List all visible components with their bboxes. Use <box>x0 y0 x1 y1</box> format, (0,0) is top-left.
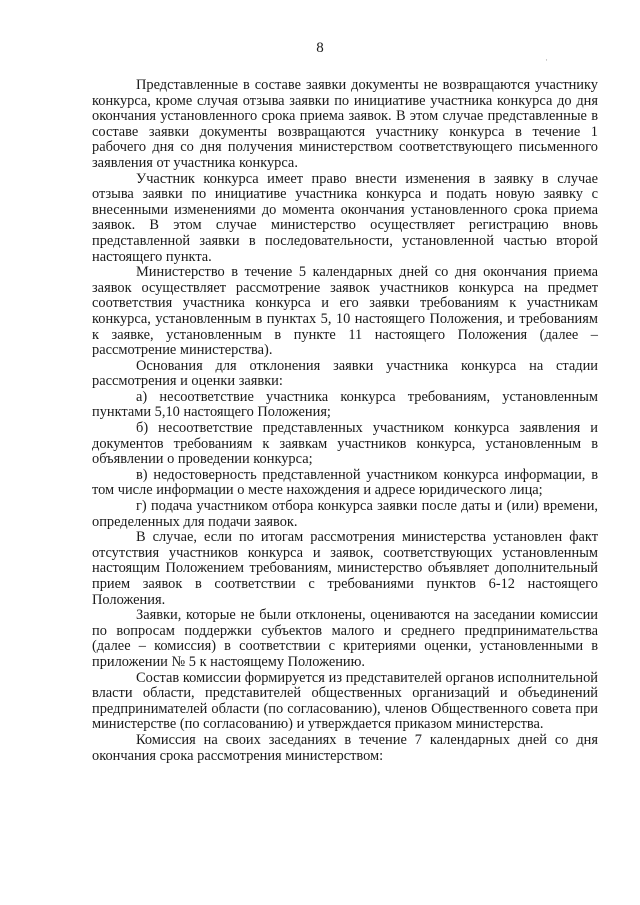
paragraph-rejection-grounds: Основания для отклонения заявки участника конкурса на стадии рассмотрения и оценки заявки: <box>92 357 598 390</box>
document-body <box>92 78 598 764</box>
page-number: 8 <box>316 40 324 56</box>
margin-mark: · <box>545 55 548 65</box>
paragraph-item-b: б) несоответствие представленных участником конкурса заявления и документов требованиям к заявкам участников конкурса, установленным в объявлении о проведении конкурса; <box>92 420 598 468</box>
paragraph-additional-intake: В случае, если по итогам рассмотрения министерства установлен факт отсутствия участников конкурса и заявок, соответствующих установленным настоящим Положением требованиям, министерство объявляет дополнительный прием заявок в соответствии с требованиями пунктов 6-12 настоящего Положения. <box>92 529 598 608</box>
paragraph-item-v: в) недостоверность представленной участником конкурса информации, в том числе информации о месте нахождения и адресе юридического лица; <box>92 466 598 499</box>
paragraph-commission-evaluation: Заявки, которые не были отклонены, оцениваются на заседании комиссии по вопросам поддержки субъектов малого и среднего предпринимательства (далее – комиссия) в соответствии с критериями оценки, установленными в приложении № 5 к настоящему Положению. <box>92 607 598 670</box>
paragraph-commission-composition: Состав комиссии формируется из представителей органов исполнительной власти области, представителей общественных организаций и объединений предпринимателей области (по согласованию), членов Общественного совета при министерстве (по согласованию) и утверждается приказом министерства. <box>92 669 598 733</box>
paragraph-commission-meetings: Комиссия на своих заседаниях в течение 7 календарных дней со дня окончания срока рассмотрения министерством: <box>92 731 598 764</box>
paragraph-item-g: г) подача участником отбора конкурса заявки после даты и (или) времени, определенных для подачи заявок. <box>92 498 598 530</box>
paragraph-application-changes: Участник конкурса имеет право внести изменения в заявку в случае отзыва заявки по инициативе участника конкурса и подать новую заявку с внесенными изменениями до момента окончания установленного срока приема заявок. В этом случае министерство осуществляет регистрацию вновь представленной заявки в последовательности, установленной частью второй настоящего пункта. <box>92 170 598 265</box>
paragraph-ministry-review: Министерство в течение 5 календарных дней со дня окончания приема заявок осуществляет рассмотрение заявок участников конкурса на предмет соответствия участника конкурса и его заявки требованиям к участникам конкурса, установленным в пунктах 5, 10 настоящего Положения, и требованиям к заявке, установленным в пункте 11 настоящего Положения (далее – рассмотрение министерства). <box>92 264 598 359</box>
paragraph-item-a: а) несоответствие участника конкурса требованиям, установленным пунктами 5,10 настоящего Положения; <box>92 388 598 421</box>
paragraph-documents-return: Представленные в составе заявки документы не возвращаются участнику конкурса, кроме случая отзыва заявки по инициативе участника конкурса до дня окончания установленного срока приема заявок. В этом случае представленные в составе заявки документы возвращаются участнику конкурса в течение 1 рабочего дня со дня получения министерством соответствующего письменного заявления от участника конкурса. <box>92 77 598 171</box>
